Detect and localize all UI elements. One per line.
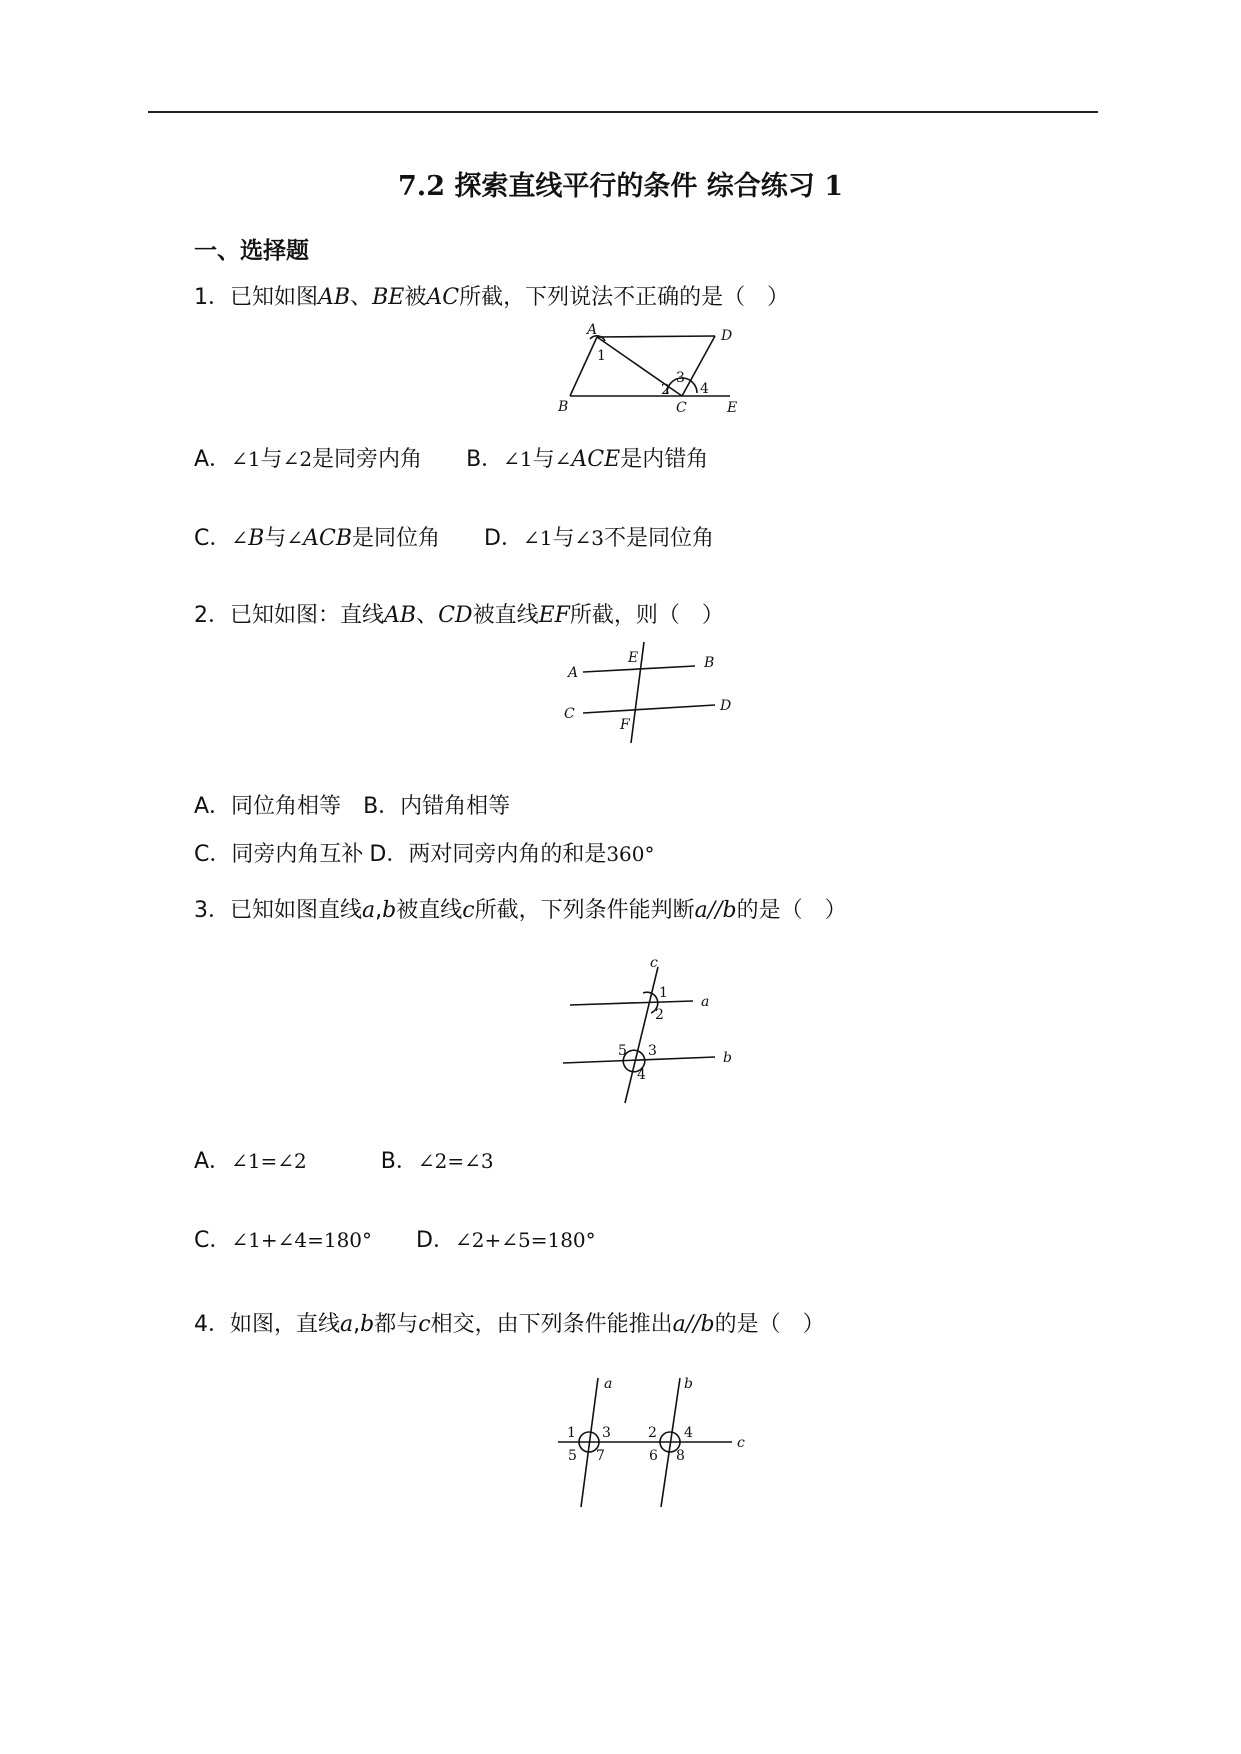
fig3-angle-4: 4 (637, 1067, 646, 1083)
fig1-angle-4: 4 (700, 381, 709, 397)
fig4-label-a: a (604, 1376, 613, 1392)
q1-option-b[interactable]: B．∠1与∠ACE是内错角 (466, 447, 709, 472)
header-rule (148, 111, 1098, 113)
fig4-angle-1: 1 (567, 1425, 576, 1441)
fig4-angle-8: 8 (676, 1448, 685, 1464)
fig4-angle-6: 6 (649, 1448, 658, 1464)
fig1-angle-1: 1 (597, 348, 606, 364)
fig2-label-b: B (704, 655, 715, 671)
fig2-label-c: C (564, 706, 575, 722)
question-4-stem: 4．如图，直线a,b都与c相交，由下列条件能推出a//b的是（ ） (194, 1312, 825, 1337)
fig3-angle-3: 3 (648, 1043, 657, 1059)
q2-option-b[interactable]: B．内错角相等 (363, 794, 511, 819)
q3-option-a[interactable]: A．∠1=∠2 (194, 1149, 307, 1174)
fig3-label-b: b (723, 1050, 732, 1066)
fig1-angle-3: 3 (676, 370, 685, 386)
question-3-stem: 3．已知如图直线a,b被直线c所截，下列条件能判断a//b的是（ ） (194, 898, 847, 923)
fig4-label-c: c (737, 1435, 745, 1451)
fig4-angle-2: 2 (648, 1425, 657, 1441)
fig3-angle-5: 5 (618, 1043, 627, 1059)
fig4-angle-4: 4 (684, 1425, 693, 1441)
fig4-angle-7: 7 (596, 1448, 605, 1464)
question-4-figure (550, 1370, 750, 1510)
fig4-angle-3: 3 (602, 1425, 611, 1441)
page-title: 7.2 探索直线平行的条件 综合练习 1 (398, 171, 843, 202)
fig2-label-e: E (628, 650, 639, 666)
section-heading: 一、选择题 (194, 238, 309, 264)
fig1-label-b: B (558, 399, 569, 415)
fig2-label-d: D (720, 698, 732, 714)
question-2-stem: 2．已知如图：直线AB、CD被直线EF所截，则（ ） (194, 603, 724, 628)
fig2-label-a: A (568, 665, 579, 681)
fig3-angle-2: 2 (655, 1007, 664, 1023)
fig1-label-e: E (727, 400, 738, 416)
q2-option-a[interactable]: A．同位角相等 (194, 794, 342, 819)
fig1-label-a: A (587, 322, 598, 338)
q1-option-d[interactable]: D．∠1与∠3不是同位角 (484, 526, 714, 551)
question-2-options-ab (194, 789, 510, 820)
q2-option-d[interactable]: D．两对同旁内角的和是360° (369, 842, 655, 867)
question-1-options-cd (194, 521, 714, 552)
fig4-label-b: b (684, 1376, 693, 1392)
question-3-figure (555, 955, 755, 1107)
fig1-angle-2: 2 (661, 382, 670, 398)
question-2-figure (560, 640, 740, 745)
q3-option-d[interactable]: D．∠2+∠5=180° (416, 1228, 596, 1253)
q1-option-a[interactable]: A．∠1与∠2是同旁内角 (194, 447, 423, 472)
question-1-stem: 1．已知如图AB、BE被AC所截，下列说法不正确的是（ ） (194, 285, 790, 310)
question-3-options-ab (194, 1144, 494, 1175)
q2-option-c[interactable]: C．同旁内角互补 (194, 842, 364, 867)
fig3-angle-1: 1 (659, 985, 668, 1001)
fig2-label-f: F (620, 717, 630, 733)
fig3-label-c: c (650, 955, 658, 971)
question-1-figure (555, 322, 745, 417)
question-1-options-ab (194, 442, 708, 473)
fig1-label-d: D (721, 328, 733, 344)
q3-option-c[interactable]: C．∠1+∠4=180° (194, 1228, 373, 1253)
q1-option-c[interactable]: C．∠B与∠ACB是同位角 (194, 526, 440, 551)
fig1-label-c: C (676, 400, 687, 416)
question-3-options-cd (194, 1223, 596, 1254)
q3-option-b[interactable]: B．∠2=∠3 (380, 1149, 494, 1174)
fig3-label-a: a (701, 994, 710, 1010)
fig4-angle-5: 5 (568, 1448, 577, 1464)
question-2-options-cd (194, 837, 655, 868)
